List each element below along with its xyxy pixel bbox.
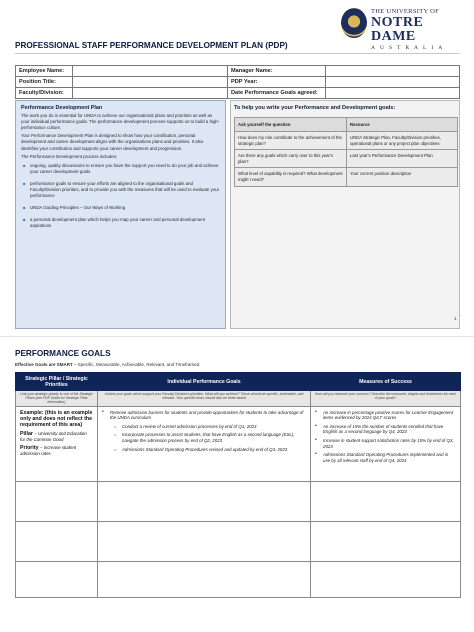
bullet-icon: • [315, 436, 317, 443]
employee-name-field[interactable] [73, 66, 228, 77]
measures-field[interactable] [311, 481, 461, 521]
pdp-bullet: ■ performance goals to ensure your efforts are aligned to the organisational goals and Faculty/Division priorities, and to provide you with the measures that will be used to evaluate your performance [23, 180, 220, 199]
bullet-icon: • [315, 451, 317, 458]
crest-icon [341, 8, 367, 38]
pdp-paragraph-2: Your Performance Development Plan is designed to show how your contribution, personal development and career development aligns with the organisations plans and priorities. It also identifies your contribution and supports your career development and progression. [21, 133, 204, 151]
performance-goals-title: PERFORMANCE GOALS [15, 349, 111, 358]
logo-line-1: THE UNIVERSITY OF [371, 8, 440, 15]
example-label: Example: (this is an example only and does not reflect the requirement of this area) [20, 409, 93, 429]
resource-column-header: Resource [347, 118, 458, 132]
circle-bullet-icon: ○ [114, 432, 117, 438]
strategic-pillar-field[interactable] [16, 561, 98, 597]
measures-field[interactable] [311, 521, 461, 561]
goal-subitem: ○ Incorporate processes to assist students, that have English as a second language (ESL), navigate the admission process by end of Q2, 2023 [114, 432, 295, 443]
university-logo [341, 8, 469, 51]
manager-name-label: Manager Name: [228, 66, 326, 77]
bullet-icon: ■ [23, 205, 26, 211]
measure-item: • An increase of 15% the number of students enrolled that have English as a second language by Q4, 2023 [315, 422, 444, 435]
measures-header: Measures of Success [311, 373, 461, 391]
circle-bullet-icon: ○ [114, 446, 117, 452]
bullet-icon: ■ [23, 180, 26, 186]
pdp-heading: Performance Development Plan [21, 105, 103, 111]
pdp-bullet: ■ UNDA Guiding Principles – Our Ways of Working [23, 205, 126, 211]
pdp-bullet: ■ ongoing, quality discussions to ensure you have the support you need to do your job and achieve your career development goals [23, 162, 219, 174]
individual-goals-header: Individual Performance Goals [98, 373, 311, 391]
measure-item: • An increase in percentage positive scores for Learner Engagement items evidenced by 2024 QILT scores [315, 408, 454, 421]
pdp-paragraph-1: The work you do is essential for UNDA to achieve our organisational plans and priorities as well as your individual performance goals. The performance development process supports us to build a high-performance culture. [21, 113, 220, 131]
goal-item: • Remove admission barriers for students and provide opportunities for students to take advantage of the UNDA curriculum [102, 408, 304, 421]
table-row: How does my role contribute to the achievement of the strategic plan? UNDA Strategic Plan, Faculty/Division priorities, operational plans or any project plan objectives [235, 132, 458, 150]
bullet-icon: • [102, 408, 104, 415]
example-row [16, 406, 461, 481]
example-measures-cell[interactable] [311, 406, 461, 481]
table-row [16, 481, 461, 521]
individual-goals-hint: Outline your goals which support your Faculty/ Division's priorities. What will you achieve? These should be specific, achievable, and relevant. Your specific tasks should also be three based [98, 391, 311, 407]
strategic-pillar-field[interactable] [16, 521, 98, 561]
individual-goal-field[interactable] [98, 481, 311, 521]
pdp-paragraph-3: The Performance Development process includes: [21, 153, 118, 159]
example-goals-cell[interactable] [98, 406, 311, 481]
ask-column-header: Ask yourself the question [235, 118, 347, 132]
employee-name-label: Employee Name: [16, 66, 73, 77]
pdp-bullet: ■ a personal development plan which helps you map your career and personal development aspirations [23, 217, 206, 229]
logo-line-2: NOTRE DAME [371, 15, 424, 44]
goals-help-heading: To help you write your Performance and Development goals: [234, 105, 396, 111]
individual-goal-field[interactable] [98, 521, 311, 561]
ask-yourself-table [234, 117, 458, 187]
table-row [16, 521, 461, 561]
bullet-icon: ■ [23, 217, 26, 223]
pdp-description-box [15, 100, 226, 329]
manager-name-field[interactable] [326, 66, 460, 77]
measure-item: • Increase in student support satisfaction rates by 15% by end of Q3, 2023 [315, 436, 454, 449]
document-title: PROFESSIONAL STAFF PERFORMANCE DEVELOPMENT PLAN (PDP) [15, 41, 288, 50]
date-agreed-label: Date Performance Goals agreed: [228, 88, 326, 99]
strategic-pillar-header: Strategic Pillar / Strategic Priorities [16, 373, 98, 391]
position-title-field[interactable] [73, 77, 228, 88]
pdp-year-field[interactable] [326, 77, 460, 88]
date-agreed-field[interactable] [326, 88, 460, 99]
page-number: 1 [454, 317, 457, 322]
page-two [0, 336, 474, 632]
pdp-year-label: PDP Year: [228, 77, 326, 88]
bullet-icon: • [315, 422, 317, 429]
position-title-label: Position Title: [16, 77, 73, 88]
faculty-division-field[interactable] [73, 88, 228, 99]
bullet-icon: • [315, 408, 317, 415]
performance-goals-table [15, 372, 461, 598]
goal-subitem: ○ Admissions Standard Operating Procedures revised and updated by end of Q3, 2023 [114, 446, 288, 452]
goal-subitem: ○ Conduct a review of current admission processes by end of Q1, 2023 [114, 423, 257, 429]
individual-goal-field[interactable] [98, 561, 311, 597]
table-row [16, 561, 461, 597]
strategic-pillar-field[interactable] [16, 481, 98, 521]
strategic-pillar-hint: Link your strategic priority to one of the Strategic Pillars (see PDP Guide for Strategic Pillar information) [16, 391, 98, 407]
employee-info-table [15, 65, 460, 99]
example-pillar-cell[interactable]: Example: (this is an example only and does not reflect the requirement of this area) Pillar – University and Education for the Common Good Priority – Increase student admission rates [16, 406, 98, 481]
circle-bullet-icon: ○ [114, 423, 117, 429]
smart-subtitle: Effective Goals are SMART – Specific, Measurable, Achievable, Relevant, and Timeframed. [15, 362, 201, 367]
faculty-division-label: Faculty/Division: [16, 88, 73, 99]
measures-hint: How will you measure your success? Describe the measures, targets and timeframes for each of your goals? [311, 391, 461, 407]
goals-help-box [230, 100, 460, 329]
measures-field[interactable] [311, 561, 461, 597]
bullet-icon: ■ [23, 162, 26, 168]
table-row: What level of capability is required? What development might I need? Your current position description [235, 168, 458, 186]
title-divider [15, 53, 460, 54]
logo-line-3: AUSTRALIA [371, 45, 448, 51]
measure-item: • Admissions Standard Operating Procedures implemented and in use by all relevant staff by end of Q4, 2024 [315, 451, 449, 463]
table-row: Are there any goals which carry over to this year's plan? Last year's Performance Development Plan [235, 150, 458, 168]
